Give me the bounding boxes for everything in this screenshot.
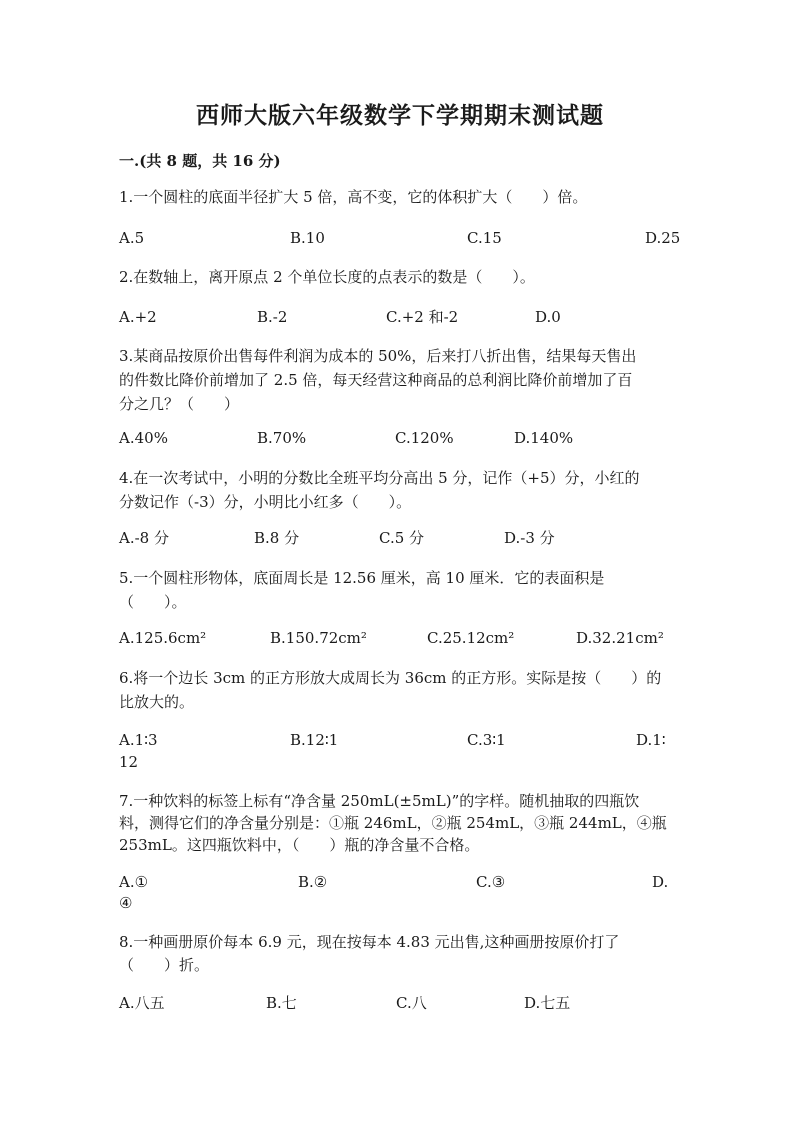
question-2-option-a: A.+2 (119, 308, 157, 326)
question-1-option-d: D.25 (645, 229, 681, 247)
question-5-option-a: A.125.6cm² (119, 629, 207, 647)
question-7-option-b: B.② (298, 873, 328, 891)
question-1-option-c: C.15 (467, 229, 502, 247)
question-5-option-b: B.150.72cm² (270, 629, 367, 647)
question-7-option-d-wrap: ④ (119, 894, 133, 912)
question-8-option-a: A.八五 (119, 994, 165, 1012)
question-4-option-c: C.5 分 (379, 529, 425, 547)
question-3-text-line-1: 3.某商品按原价出售每件利润为成本的 50%，后来打八折出售，结果每天售出 (119, 347, 637, 365)
page-title: 西师大版六年级数学下学期期末测试题 (196, 102, 604, 129)
section-heading: 一.(共 8 题，共 16 分) (119, 152, 281, 170)
question-6-option-d: D.1∶ (636, 731, 666, 749)
question-3-text-line-3: 分之几？（ ） (119, 395, 240, 413)
question-6-option-a: A.1∶3 (119, 731, 158, 749)
question-5-text-line-1: 5.一个圆柱形物体，底面周长是 12.56 厘米，高 10 厘米．它的表面积是 (119, 569, 605, 587)
question-8-text-line-1: 8.一种画册原价每本 6.9 元，现在按每本 4.83 元出售,这种画册按原价打了 (119, 933, 620, 951)
question-7-text-line-3: 253mL。这四瓶饮料中，（ ）瓶的净含量不合格。 (119, 836, 480, 854)
question-3-option-a: A.40% (119, 429, 168, 447)
question-4-text-line-1: 4.在一次考试中，小明的分数比全班平均分高出 5 分，记作（+5）分，小红的 (119, 469, 640, 487)
question-7-text-line-2: 料，测得它们的净含量分别是：①瓶 246mL，②瓶 254mL，③瓶 244mL，④瓶 (119, 814, 667, 832)
question-5-option-d: D.32.21cm² (576, 629, 664, 647)
question-6-text-line-1: 6.将一个边长 3cm 的正方形放大成周长为 36cm 的正方形。实际是按（ ）的 (119, 669, 662, 687)
question-1-option-a: A.5 (119, 229, 145, 247)
question-7-option-a: A.① (119, 873, 149, 891)
question-4-option-a: A.-8 分 (119, 529, 169, 547)
question-5-text-line-2: （ ）。 (119, 593, 187, 611)
question-4-option-d: D.-3 分 (504, 529, 555, 547)
question-2-text: 2.在数轴上，离开原点 2 个单位长度的点表示的数是（ ）。 (119, 268, 535, 286)
question-5-option-c: C.25.12cm² (427, 629, 515, 647)
question-2-option-d: D.0 (535, 308, 561, 326)
question-1-text: 1.一个圆柱的底面半径扩大 5 倍，高不变，它的体积扩大（ ）倍。 (119, 188, 588, 206)
question-8-option-b: B.七 (266, 994, 297, 1012)
question-6-option-b: B.12∶1 (290, 731, 339, 749)
question-2-option-b: B.-2 (257, 308, 288, 326)
question-3-option-c: C.120% (395, 429, 454, 447)
question-7-text-line-1: 7.一种饮料的标签上标有“净含量 250mL(±5mL)”的字样。随机抽取的四瓶饮 (119, 792, 640, 810)
question-8-text-line-2: （ ）折。 (119, 956, 210, 974)
question-6-text-line-2: 比放大的。 (119, 693, 195, 711)
question-7-option-c: C.③ (476, 873, 506, 891)
question-1-option-b: B.10 (290, 229, 325, 247)
question-6-option-d-wrap: 12 (119, 753, 139, 771)
question-3-option-d: D.140% (514, 429, 574, 447)
question-7-option-d: D. (652, 873, 669, 891)
question-3-option-b: B.70% (257, 429, 307, 447)
question-4-text-line-2: 分数记作（-3）分，小明比小红多（ ）。 (119, 493, 412, 511)
question-3-text-line-2: 的件数比降价前增加了 2.5 倍，每天经营这种商品的总利润比降价前增加了百 (119, 371, 633, 389)
question-4-option-b: B.8 分 (254, 529, 300, 547)
question-8-option-c: C.八 (396, 994, 427, 1012)
question-6-option-c: C.3∶1 (467, 731, 506, 749)
question-8-option-d: D.七五 (524, 994, 571, 1012)
question-2-option-c: C.+2 和-2 (386, 308, 459, 326)
